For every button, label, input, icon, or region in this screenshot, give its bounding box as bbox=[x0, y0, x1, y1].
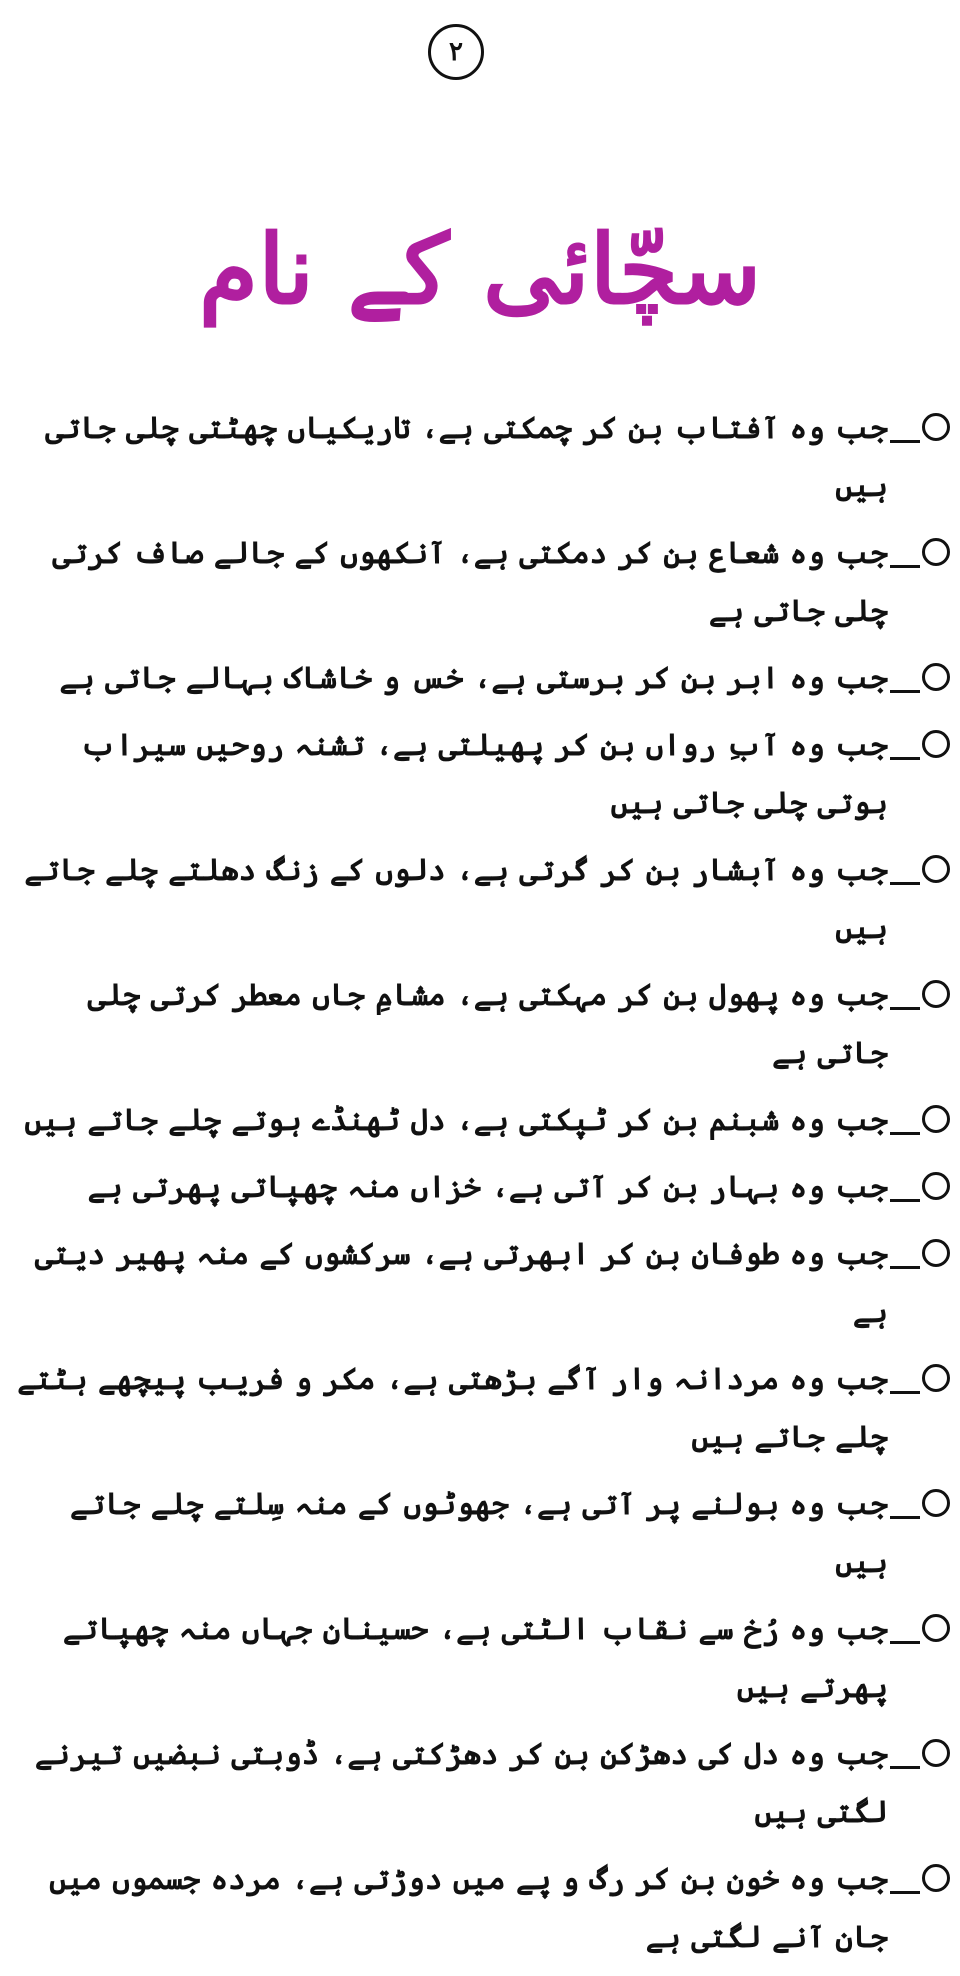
dash-icon bbox=[890, 1641, 920, 1644]
dash-icon bbox=[890, 882, 920, 885]
dash-icon bbox=[890, 440, 920, 443]
dash-icon bbox=[890, 1007, 920, 1010]
list-item bbox=[0, 1226, 960, 1342]
dash-icon bbox=[890, 1391, 920, 1394]
entry-text: جب وہ پھول بن کر مہکتی ہے، مشامِ جاں معطر کرتی چلی جاتی ہے bbox=[87, 978, 888, 1071]
circle-bullet-icon bbox=[922, 855, 950, 883]
list-item bbox=[0, 1726, 960, 1842]
circle-bullet-icon bbox=[922, 1614, 950, 1642]
circle-bullet-icon bbox=[922, 1489, 950, 1517]
entry-text: جب وہ بہار بن کر آتی ہے، خزاں منہ چھپاتی پھرتی ہے bbox=[87, 1170, 888, 1205]
circle-bullet-icon bbox=[922, 730, 950, 758]
list-item bbox=[0, 967, 960, 1083]
list-item bbox=[0, 1092, 960, 1150]
dash-icon bbox=[890, 1766, 920, 1769]
dash-icon bbox=[890, 1891, 920, 1894]
list-item bbox=[0, 842, 960, 958]
dash-icon bbox=[890, 1199, 920, 1202]
entry-text: جب وہ آبِ رواں بن کر پھیلتی ہے، تشنہ روحیں سیراب ہوتی چلی جاتی ہیں bbox=[80, 728, 888, 821]
entry-text: جب وہ خون بن کر رگ و پے میں دوڑتی ہے، مردہ جسموں میں جان آنے لگتی ہے bbox=[49, 1862, 888, 1955]
list-item bbox=[0, 525, 960, 641]
page-number: ۲ bbox=[428, 24, 484, 80]
list-item bbox=[0, 650, 960, 708]
circle-bullet-icon bbox=[922, 413, 950, 441]
circle-bullet-icon bbox=[922, 1364, 950, 1392]
entry-text: جب وہ شبنم بن کر ٹپکتی ہے، دل ٹھنڈے ہوتے چلے جاتے ہیں bbox=[24, 1103, 888, 1138]
entry-text: جب وہ آفتاب بن کر چمکتی ہے، تاریکیاں چھٹتی چلی جاتی ہیں bbox=[45, 411, 888, 504]
circle-bullet-icon bbox=[922, 980, 950, 1008]
dash-icon bbox=[890, 1266, 920, 1269]
dash-icon bbox=[890, 1132, 920, 1135]
circle-bullet-icon bbox=[922, 1105, 950, 1133]
circle-bullet-icon bbox=[922, 663, 950, 691]
entry-text: جب وہ شعاع بن کر دمکتی ہے، آنکھوں کے جالے صاف کرتی چلی جاتی ہے bbox=[52, 536, 888, 629]
entry-text: جب وہ مردانہ وار آگے بڑھتی ہے، مکر و فریب پیچھے ہٹتے چلے جاتے ہیں bbox=[17, 1362, 888, 1455]
list-item bbox=[0, 1476, 960, 1592]
dash-icon bbox=[890, 565, 920, 568]
dash-icon bbox=[890, 1516, 920, 1519]
entry-text: جب وہ ابر بن کر برستی ہے، خس و خاشاک بہالے جاتی ہے bbox=[59, 661, 888, 696]
dash-icon bbox=[890, 757, 920, 760]
entry-text: جب وہ بولنے پر آتی ہے، جھوٹوں کے منہ سِلتے چلے جاتے ہیں bbox=[69, 1487, 888, 1580]
circle-bullet-icon bbox=[922, 538, 950, 566]
circle-bullet-icon bbox=[922, 1239, 950, 1267]
page-title: سچّائی کے نام bbox=[198, 213, 762, 326]
entry-text: جب وہ رُخ سے نقاب الٹتی ہے، حسینانِ جہاں منہ چھپاتے پھرتے ہیں bbox=[62, 1612, 888, 1705]
list-item bbox=[0, 717, 960, 833]
circle-bullet-icon bbox=[922, 1172, 950, 1200]
circle-bullet-icon bbox=[922, 1739, 950, 1767]
list-item bbox=[0, 1851, 960, 1967]
entry-text: جب وہ دل کی دھڑکن بن کر دھڑکتی ہے، ڈوبتی نبضیں تیرنے لگتی ہیں bbox=[34, 1737, 888, 1830]
list-item bbox=[0, 1601, 960, 1717]
list-item bbox=[0, 1351, 960, 1467]
list-item bbox=[0, 400, 960, 516]
entry-text: جب وہ آبشار بن کر گرتی ہے، دلوں کے زنگ دھلتے چلے جاتے ہیں bbox=[24, 853, 888, 946]
dash-icon bbox=[890, 690, 920, 693]
list-item bbox=[0, 1159, 960, 1217]
circle-bullet-icon bbox=[922, 1864, 950, 1892]
entry-text: جب وہ طوفان بن کر ابھرتی ہے، سرکشوں کے منہ پھیر دیتی ہے bbox=[34, 1237, 888, 1330]
